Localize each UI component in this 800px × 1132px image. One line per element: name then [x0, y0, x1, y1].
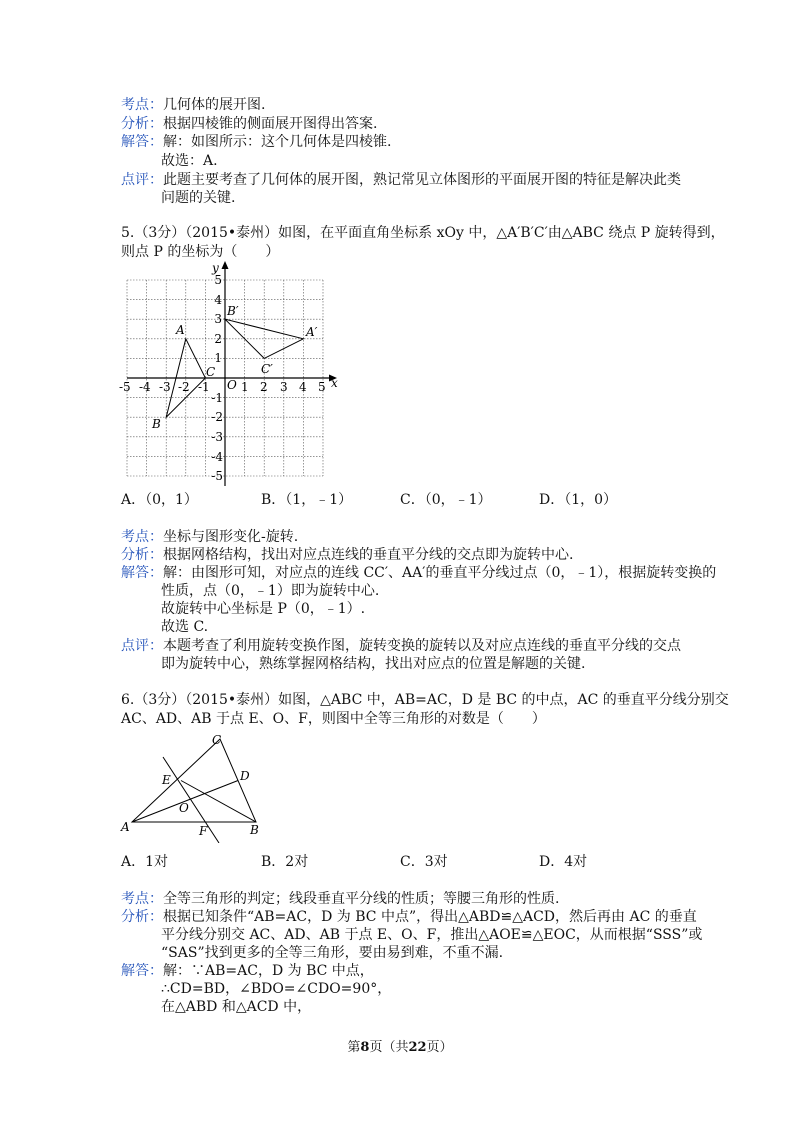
q5-option-a[interactable]: A．（0，1） [121, 492, 198, 508]
q6-stem-line2: AC、AD、AB 于点 E、O、F，则图中全等三角形的对数是（ ） [121, 711, 546, 727]
y-tick: 3 [214, 312, 222, 326]
q6-option-d[interactable]: D．4对 [539, 854, 588, 870]
perpendicular-bisector [163, 757, 219, 843]
label-c: C [212, 733, 222, 747]
q6-jieda-line3: 在△ABD 和△ACD 中， [161, 999, 312, 1015]
q4-kaodian: 考点：几何体的展开图. [121, 97, 266, 113]
q5-jieda-line4: 故选 C. [161, 619, 209, 635]
q6-stem-line1: 6.（3分）（2015•泰州）如图，△ABC 中，AB=AC，D 是 BC 的中点，AC 的垂直平分线分别交 [121, 692, 729, 708]
y-tick: -4 [211, 450, 223, 464]
q5-stem-line1: 5.（3分）（2015•泰州）如图，在平面直角坐标系 xOy 中，△A′B′C′由△ABC 绕点 P 旋转得到， [121, 225, 725, 241]
point-c-label: C [206, 365, 216, 379]
y-tick: 4 [214, 293, 222, 307]
q6-fenxi: 分析：根据已知条件“AB=AC，D 为 BC 中点”，得出△ABD≌△ACD，然后再由 AC 的垂直 [121, 909, 697, 925]
q6-option-c[interactable]: C．3对 [400, 854, 448, 870]
q4-jieda: 解答：解：如图所示：这个几何体是四棱锥. [121, 134, 392, 150]
point-a1-label: A′ [306, 325, 318, 339]
x-tick: 3 [280, 380, 288, 394]
q4-fenxi: 分析：根据四棱锥的侧面展开图得出答案. [121, 116, 378, 132]
x-tick: 4 [299, 380, 307, 394]
q5-dianping-line2: 即为旋转中心，熟练掌握网格结构，找出对应点的位置是解题的关键. [161, 656, 586, 672]
origin-label: O [227, 378, 237, 392]
q5-option-b[interactable]: B．（1，﹣1） [261, 492, 353, 508]
y-tick: -5 [211, 469, 223, 483]
label-f: F [199, 824, 208, 838]
q4-dianping: 点评：此题主要考查了几何体的展开图，熟记常见立体图形的平面展开图的特征是解决此类 [121, 172, 681, 188]
x-tick: 1 [241, 380, 249, 394]
point-a-label: A [176, 323, 185, 337]
page-number: 8 [360, 1040, 370, 1055]
label-e: E [162, 773, 171, 787]
x-axis-label: x [331, 376, 338, 390]
q5-jieda-line2: 性质，点（0，﹣1）即为旋转中心. [161, 583, 380, 599]
q5-jieda: 解答：解：由图形可知，对应点的连线 CC′、AA′的垂直平分线过点（0，﹣1），根据旋转变换的 [121, 565, 717, 581]
q5-jieda-line3: 故旋转中心坐标是 P（0，﹣1）. [161, 601, 366, 617]
label-a: A [121, 820, 130, 834]
page-footer: 第8页（共22页） [347, 1040, 453, 1055]
x-tick: -1 [198, 380, 210, 394]
q5-stem-line2: 则点 P 的坐标为（ ） [121, 244, 280, 260]
q6-fenxi-line2: 平分线分别交 AC、AD、AB 于点 E、O、F，推出△AOE≌△EOC，从而根据“SSS”或 [161, 927, 703, 943]
point-b1-label: B′ [227, 304, 239, 318]
point-b-label: B [152, 417, 161, 431]
label-b: B [250, 823, 259, 837]
q4-dianping-line2: 问题的关键. [161, 190, 236, 206]
q5-coordinate-figure [115, 258, 345, 488]
point-c1-label: C′ [261, 362, 273, 376]
label-o: O [179, 801, 189, 815]
x-tick: 2 [260, 380, 268, 394]
y-tick: 1 [214, 351, 222, 365]
q5-dianping: 点评：本题考查了利用旋转变换作图，旋转变换的旋转以及对应点连线的垂直平分线的交点 [121, 638, 681, 654]
q6-option-b[interactable]: B．2对 [261, 854, 309, 870]
y-axis-label: y [212, 261, 219, 275]
q6-triangle-figure [115, 733, 275, 843]
q5-axes [127, 261, 337, 486]
y-tick: -2 [211, 410, 223, 424]
q4-jieda-line2: 故选：A. [161, 153, 218, 169]
y-tick: 5 [214, 273, 222, 287]
x-tick: -3 [159, 380, 171, 394]
q5-option-d[interactable]: D．（1，0） [539, 492, 618, 508]
label-d: D [240, 769, 250, 783]
y-tick: -3 [211, 430, 223, 444]
q6-option-a[interactable]: A．1对 [121, 854, 169, 870]
q5-kaodian: 考点：坐标与图形变化-旋转. [121, 529, 299, 545]
q5-option-c[interactable]: C．（0，﹣1） [400, 492, 492, 508]
x-tick: -2 [178, 380, 190, 394]
q6-jieda-line2: ∴CD=BD，∠BDO=∠CDO=90°， [161, 981, 392, 997]
q6-jieda: 解答：解：∵AB=AC，D 为 BC 中点， [121, 963, 374, 979]
x-tick: -5 [119, 380, 131, 394]
x-tick: 5 [318, 380, 326, 394]
q6-kaodian: 考点：全等三角形的判定；线段垂直平分线的性质；等腰三角形的性质. [121, 891, 560, 907]
q5-fenxi: 分析：根据网格结构，找出对应点连线的垂直平分线的交点即为旋转中心. [121, 547, 574, 563]
y-tick: 2 [214, 332, 222, 346]
y-tick: -1 [211, 391, 223, 405]
x-tick: -4 [139, 380, 151, 394]
q6-fenxi-line3: “SAS”找到更多的全等三角形，要由易到难，不重不漏. [161, 945, 504, 961]
total-pages: 22 [408, 1040, 427, 1055]
